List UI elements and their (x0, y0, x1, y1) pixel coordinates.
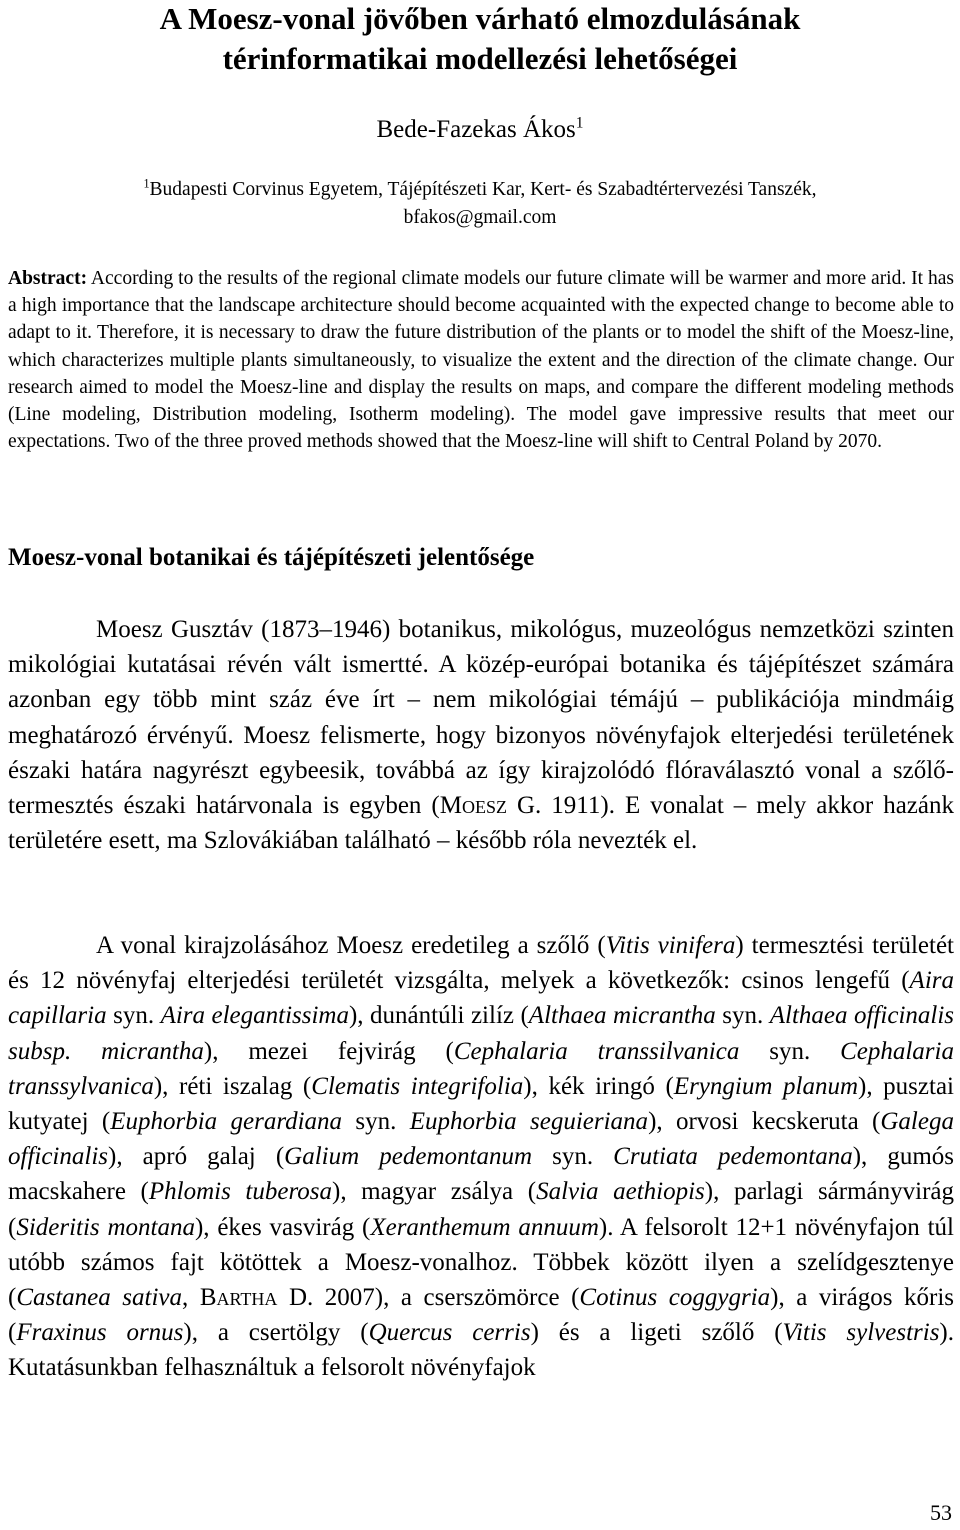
species-name: Cephalaria transsylvanica (8, 1037, 954, 1100)
species-name: Sideritis montana (16, 1213, 195, 1241)
author-line (0, 116, 960, 144)
species-name: Xeranthemum annuum (370, 1213, 599, 1241)
abstract-label: Abstract: (8, 268, 88, 289)
paragraph-2-text: ), kék iringó ( (523, 1072, 674, 1100)
author-affiliation-marker: 1 (575, 114, 584, 132)
paragraph-2-text: ), dunántúli zilíz ( (348, 1002, 529, 1030)
paragraph-2-text: syn. (342, 1108, 410, 1136)
species-name: Eryngium planum (673, 1072, 858, 1100)
species-name: Fraxinus ornus (16, 1319, 184, 1347)
species-name: Clematis integrifolia (311, 1072, 524, 1100)
paragraph-2-text: ), orvosi kecskeruta ( (648, 1108, 881, 1136)
species-name: Galium pedemontanum (284, 1143, 533, 1171)
paragraph-2-text: ). A felsorolt 12+1 növényfajon túl utóbb számos fajt kötöttek a Moesz-vonalhoz. Többek között ilyen a szelídgesztenye ( (8, 1213, 954, 1312)
species-name: Galega officinalis (8, 1108, 954, 1171)
species-name: Aira capillaria (8, 967, 954, 1030)
paragraph-2-text: syn. (715, 1002, 770, 1030)
species-name: Cotinus coggygria (579, 1284, 771, 1312)
paragraph-2-text: ), ékes vasvirág ( (194, 1213, 371, 1241)
species-name: Althaea micrantha (528, 1002, 716, 1030)
species-name: Phlomis tuberosa (148, 1178, 332, 1206)
species-name: Aira elegantissima (160, 1002, 349, 1030)
paragraph-2-text: ), a virágos kőris ( (8, 1284, 954, 1347)
author-name: Bede-Fazekas Ákos (376, 116, 576, 143)
body-paragraph-1 (8, 612, 954, 858)
paragraph-2-text: ), pusztai kutyatej ( (8, 1072, 954, 1136)
paper-title-line-1: A Moesz-vonal jövőben várható elmozdulásának (159, 1, 801, 36)
species-name: Castanea sativa (16, 1284, 183, 1312)
page-number: 53 (930, 1500, 952, 1525)
paragraph-2-text: ), gumós macskahere ( (8, 1143, 955, 1206)
paragraph-2-text: ), magyar zsálya ( (332, 1178, 537, 1206)
affiliation-marker: 1 (143, 176, 150, 191)
species-name: Salvia aethiopis (536, 1178, 705, 1206)
species-name: Vitis vinifera (605, 932, 736, 959)
species-name: Euphorbia seguieriana (409, 1108, 649, 1136)
paragraph-2-text: ), réti iszalag ( (153, 1072, 312, 1100)
abstract (8, 265, 954, 455)
species-name: Euphorbia gerardiana (110, 1108, 343, 1136)
species-name: Quercus cerris (368, 1319, 531, 1347)
species-name: Vitis sylvestris (782, 1319, 940, 1347)
paragraph-2-text: syn. (532, 1143, 614, 1171)
paragraph-2-text: ) termesztési területét és 12 növényfaj elterjedési területét vizsgálta, melyek a következők: csinos lengefű ( (8, 932, 954, 995)
paragraph-2-text: ), mezei fejvirág ( (203, 1037, 454, 1065)
paragraph-2-text: , (182, 1284, 200, 1312)
species-name: Althaea officinalis subsp. micrantha (8, 1002, 955, 1065)
paragraph-2-text: ), parlagi sármányvirág ( (8, 1178, 954, 1241)
species-name: Cephalaria transsilvanica (453, 1037, 740, 1065)
affiliation-email: bfakos@gmail.com (403, 207, 557, 228)
paragraph-2-text: ), apró galaj ( (108, 1143, 285, 1171)
affiliation-text: Budapesti Corvinus Egyetem, Tájépítészeti Kar, Kert- és Szabadtértervezési Tanszék, (149, 179, 817, 200)
paragraph-2-text: ). Kutatásunkban felhasználtuk a felsorolt növényfajok (8, 1319, 954, 1382)
affiliation-line (0, 176, 960, 204)
citation-author: Bartha (199, 1284, 278, 1312)
paragraph-2-text: ), a csertölgy ( (183, 1319, 369, 1347)
paper-title-line-2: térinformatikai modellezési lehetőségei (222, 41, 738, 76)
abstract-text: According to the results of the regional climate models our future climate will be warmer and more arid. It has a high importance that the landscape architecture should become acquainted with the expected change to become able to adapt to it. Therefore, it is necessary to draw the future distribution of the plants or to model the shift of the Moesz-line, which characterizes multiple plants simultaneously, to visualize the extent and the direction of the climate change. Our research aimed to model the Moesz-line and display the results on maps, and compare the different modeling methods (Line modeling, Distribution modeling, Isotherm modeling). The model gave impressive results that meet our expectations. Two of the three proved methods showed that the Moesz-line will shift to Central Poland by 2070. (8, 268, 954, 453)
paragraph-2-text: syn. (106, 1002, 161, 1030)
paragraph-1-text-a: Moesz Gusztáv (1873–1946) botanikus, mikológus, muzeológus nemzetközi szinten mikológiai kutatásai révén vált ismertté. A közép-európai botanika és tájépítészet számára azonban egy több mint száz éve írt – nem mikológiai témájú – publikációja mindmáig meghatározó érvényű. Moesz felismerte, hogy bizonyos növényfajok elterjedési területének északi határa nagyrészt egybeesik, továbbá az így kirajzolódó flóraválasztó vonal a szőlőtermesztés északi határvonala is egyben ( (8, 616, 954, 820)
paragraph-2-text: D. 2007), a cserszömörce ( (277, 1284, 580, 1312)
paragraph-1-text-b: G. 1911). E vonalat – mely akkor hazánk területére esett, ma Szlovákiában található – később róla nevezték el. (8, 792, 954, 855)
body-paragraph-2 (8, 928, 954, 1386)
species-name: Crutiata pedemontana (613, 1143, 853, 1171)
citation-author: Moesz (439, 792, 507, 820)
section-heading: Moesz-vonal botanikai és tájépítészeti jelentősége (8, 544, 535, 571)
paragraph-2-text: syn. (739, 1037, 841, 1065)
paragraph-2-text: A vonal kirajzolásához Moesz eredetileg a szőlő ( (96, 932, 606, 959)
paragraph-2-text: ) és a ligeti szőlő ( (530, 1319, 783, 1347)
